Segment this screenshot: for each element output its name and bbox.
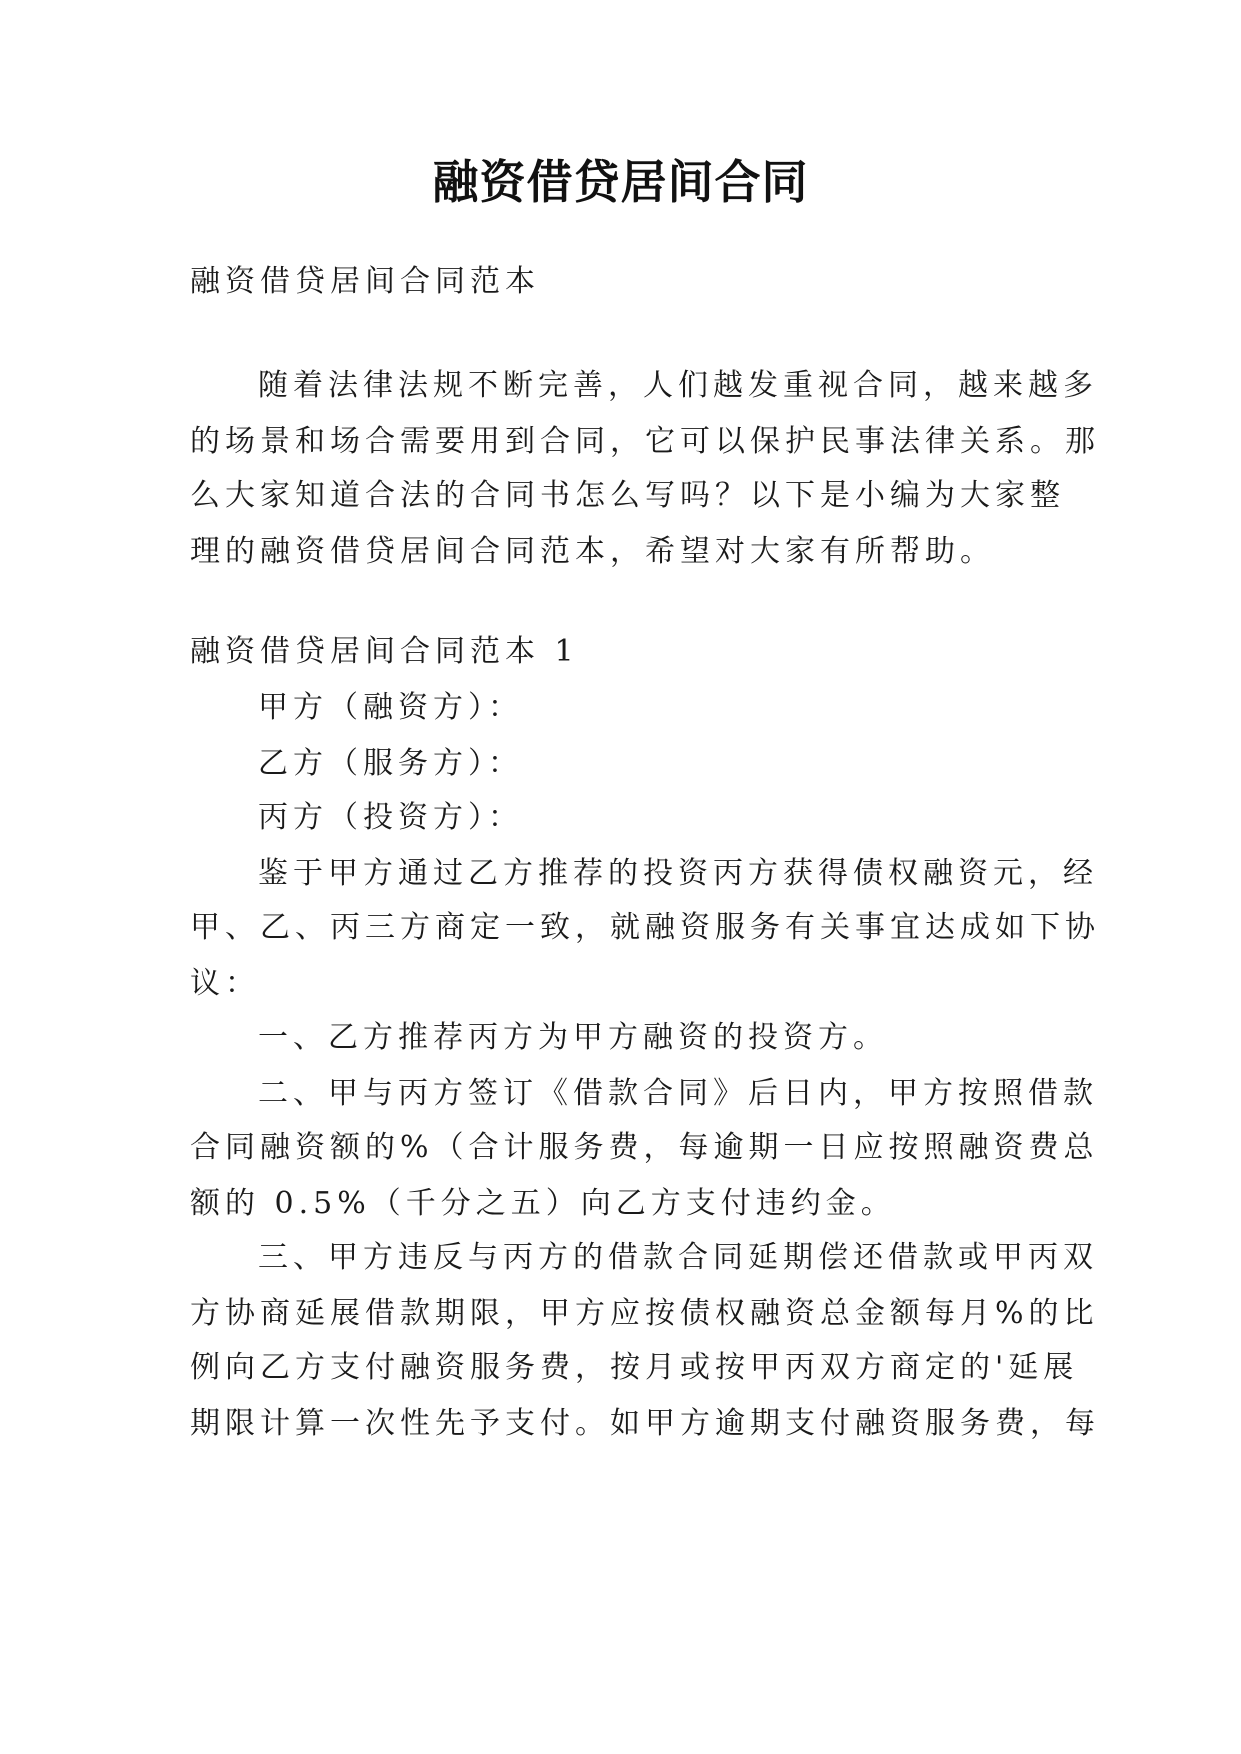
clause-2-line: 额的 0.5%（千分之五）向乙方支付违约金。 <box>190 1186 896 1221</box>
preamble-line: 议： <box>190 966 260 1001</box>
clause-1-line: 一、乙方推荐丙方为甲方融资的投资方。 <box>258 1020 888 1055</box>
preamble-line: 甲、乙、丙三方商定一致，就融资服务有关事宜达成如下协 <box>190 910 1100 945</box>
clause-3-line: 例向乙方支付融资服务费，按月或按甲丙双方商定的'延展 <box>190 1350 1079 1385</box>
intro-paragraph-line: 理的融资借贷居间合同范本，希望对大家有所帮助。 <box>190 534 995 569</box>
party-b-line: 乙方（服务方）： <box>258 746 523 781</box>
intro-paragraph-line: 随着法律法规不断完善，人们越发重视合同，越来越多 <box>258 368 1098 403</box>
intro-paragraph-line: 的场景和场合需要用到合同，它可以保护民事法律关系。那 <box>190 424 1100 459</box>
preamble-line: 鉴于甲方通过乙方推荐的投资丙方获得债权融资元，经 <box>258 856 1098 891</box>
clause-3-line: 期限计算一次性先予支付。如甲方逾期支付融资服务费，每 <box>190 1406 1100 1441</box>
intro-paragraph-line: 么大家知道合法的合同书怎么写吗？以下是小编为大家整 <box>190 478 1065 513</box>
clause-2-line: 合同融资额的%（合计服务费，每逾期一日应按照融资费总 <box>190 1130 1099 1165</box>
party-c-line: 丙方（投资方）： <box>258 800 523 835</box>
party-a-line: 甲方（融资方）： <box>258 690 523 725</box>
document-title: 融资借贷居间合同 <box>432 155 809 209</box>
clause-3-line: 方协商延展借款期限，甲方应按债权融资总金额每月%的比 <box>190 1296 1099 1331</box>
subtitle-line: 融资借贷居间合同范本 <box>190 264 540 299</box>
clause-2-line: 二、甲与丙方签订《借款合同》后日内，甲方按照借款 <box>258 1076 1098 1111</box>
clause-3-line: 三、甲方违反与丙方的借款合同延期偿还借款或甲丙双 <box>258 1240 1098 1275</box>
section-heading: 融资借贷居间合同范本 1 <box>190 634 579 669</box>
